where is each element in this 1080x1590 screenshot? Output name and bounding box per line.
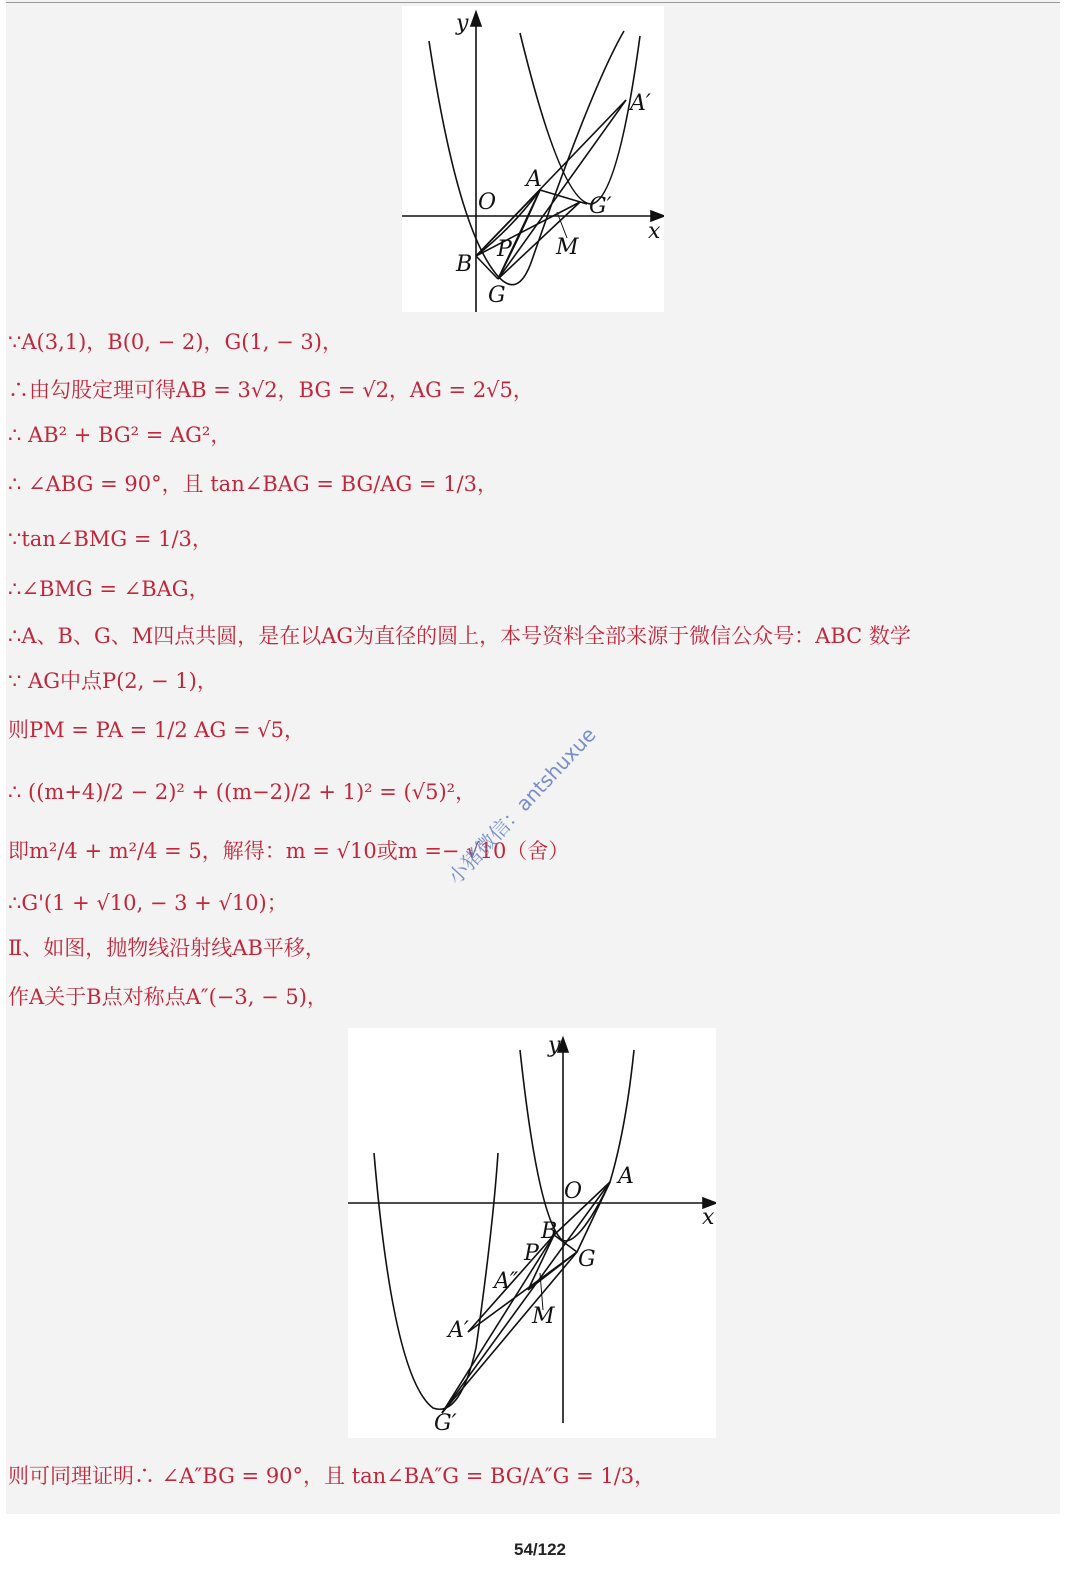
watermark: 小猪微信：antshuxue [442, 722, 601, 890]
text-line-7: ∴A、B、G、M四点共圆，是在以AG为直径的圆上，本号资料全部来源于微信公众号：ABC 数学 [8, 624, 911, 648]
text-line-8: ∵ AG中点P(2, − 1)， [8, 669, 218, 693]
text-line-12: ∴G'(1 + √10, − 3 + √10)； [8, 891, 288, 915]
label-g: G [488, 283, 506, 308]
label-o: O [564, 1179, 583, 1204]
figure-2 [348, 1028, 716, 1438]
text-line-11: 即m²/4 + m²/4 = 5，解得：m = √10或m =− √10（舍） [8, 839, 570, 863]
y-axis-arrow [471, 12, 481, 26]
text-line-2: ∴由勾股定理可得AB = 3√2，BG = √2，AG = 2√5， [8, 378, 534, 402]
text-line-1: ∵A(3,1)，B(0, − 2)，G(1, − 3)， [8, 330, 343, 354]
text-line-6: ∴∠BMG = ∠BAG， [8, 577, 210, 601]
text-line-3: ∴ AB² + BG² = AG²， [8, 423, 232, 447]
label-g-prime: G′ [434, 1411, 457, 1436]
parabola-translated [374, 1153, 498, 1409]
label-b: B [456, 252, 473, 277]
text-line-5: ∵tan∠BMG = 1/3， [8, 527, 213, 551]
segment-a-gprime [540, 190, 587, 204]
label-a-prime: A′ [448, 1318, 469, 1343]
label-a: A [526, 167, 542, 192]
text-line-14: 作A关于B点对称点A″(−3, − 5)， [8, 985, 328, 1009]
label-x: x [648, 219, 661, 244]
label-a: A [618, 1164, 634, 1189]
label-p: P [524, 1241, 539, 1266]
label-g: G [578, 1247, 596, 1272]
text-line-last: 则可同理证明∴ ∠A″BG = 90°，且 tan∠BA″G = BG/A″G = 1/3， [8, 1464, 656, 1488]
label-m: M [532, 1304, 555, 1329]
figure-1 [402, 6, 664, 312]
page-number: 54/122 [514, 1540, 566, 1559]
text-line-13: Ⅱ、如图，抛物线沿射线AB平移， [8, 936, 326, 960]
label-g-prime: G′ [589, 194, 612, 219]
label-x: x [702, 1205, 715, 1230]
text-line-9: 则PM = PA = 1/2 AG = √5， [8, 718, 305, 742]
text-line-10: ∴ ((m+4)/2 − 2)² + ((m−2)/2 + 1)² = (√5)²， [8, 780, 477, 804]
label-y: y [456, 11, 469, 36]
segment-a-gprime [442, 1182, 610, 1413]
parabola-original [429, 31, 624, 285]
arc-ag [498, 190, 540, 279]
text-line-4: ∴ ∠ABG = 90°，且 tan∠BAG = BG/AG = 1/3， [8, 472, 498, 496]
label-m: M [556, 235, 579, 260]
label-y: y [548, 1033, 561, 1058]
top-rule [6, 2, 1060, 3]
figure-1-svg [402, 6, 664, 312]
label-b: B [541, 1219, 558, 1244]
label-p: P [497, 237, 512, 262]
label-a-dprime: A″ [494, 1269, 519, 1294]
label-a-prime: A′ [630, 91, 651, 116]
label-o: O [478, 190, 497, 215]
figure-2-svg [348, 1028, 716, 1438]
